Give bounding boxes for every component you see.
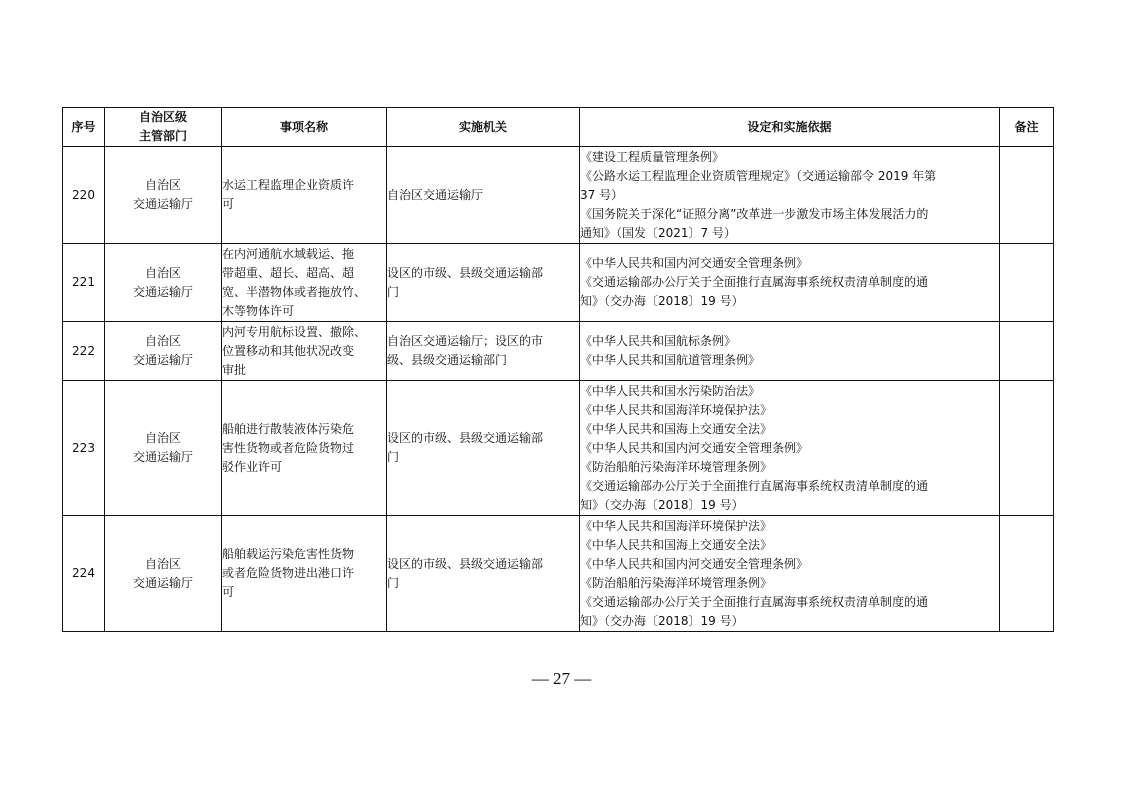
row-item: 水运工程监理企业资质许 可 <box>222 147 387 244</box>
row-dept: 自治区 交通运输厅 <box>105 381 222 516</box>
row-seq: 222 <box>63 322 105 381</box>
row-basis: 《中华人民共和国海洋环境保护法》 《中华人民共和国海上交通安全法》 《中华人民共和国内河交通安全管理条例》 《防治船舶污染海洋环境管理条例》 《交通运输部办公厅关于全面推行直属海事系统权责清单制度的通 知》（交办海〔2018〕19 号） <box>580 516 1000 632</box>
row-basis: 《中华人民共和国内河交通安全管理条例》 《交通运输部办公厅关于全面推行直属海事系统权责清单制度的通 知》（交办海〔2018〕19 号） <box>580 244 1000 322</box>
row-basis: 《中华人民共和国水污染防治法》 《中华人民共和国海洋环境保护法》 《中华人民共和国海上交通安全法》 《中华人民共和国内河交通安全管理条例》 《防治船舶污染海洋环境管理条例》 《交通运输部办公厅关于全面推行直属海事系统权责清单制度的通 知》（交办海〔2018〕19 号） <box>580 381 1000 516</box>
row-dept: 自治区 交通运输厅 <box>105 516 222 632</box>
row-agency: 设区的市级、县级交通运输部 门 <box>387 244 580 322</box>
row-item: 在内河通航水域载运、拖 带超重、超长、超高、超 宽、半潜物体或者拖放竹、 木等物体许可 <box>222 244 387 322</box>
row-note <box>1000 322 1054 381</box>
items-table <box>62 107 1054 632</box>
row-seq: 224 <box>63 516 105 632</box>
row-item: 内河专用航标设置、撤除、 位置移动和其他状况改变 审批 <box>222 322 387 381</box>
table-row <box>63 147 1054 244</box>
row-agency: 自治区交通运输厅 <box>387 147 580 244</box>
header-basis: 设定和实施依据 <box>580 108 1000 147</box>
row-note <box>1000 516 1054 632</box>
header-note: 备注 <box>1000 108 1054 147</box>
row-dept: 自治区 交通运输厅 <box>105 244 222 322</box>
row-basis: 《中华人民共和国航标条例》 《中华人民共和国航道管理条例》 <box>580 322 1000 381</box>
header-agency: 实施机关 <box>387 108 580 147</box>
row-agency: 设区的市级、县级交通运输部 门 <box>387 516 580 632</box>
row-item: 船舶载运污染危害性货物 或者危险货物进出港口许 可 <box>222 516 387 632</box>
row-agency: 自治区交通运输厅；设区的市 级、县级交通运输部门 <box>387 322 580 381</box>
row-note <box>1000 147 1054 244</box>
table-row <box>63 516 1054 632</box>
row-note <box>1000 244 1054 322</box>
header-row <box>63 108 1054 147</box>
row-seq: 221 <box>63 244 105 322</box>
row-agency: 设区的市级、县级交通运输部 门 <box>387 381 580 516</box>
row-basis: 《建设工程质量管理条例》 《公路水运工程监理企业资质管理规定》（交通运输部令 2019 年第 37 号） 《国务院关于深化“证照分离”改革进一步激发市场主体发展活力的 通知》（国发〔2021〕7 号） <box>580 147 1000 244</box>
table-row <box>63 322 1054 381</box>
row-item: 船舶进行散装液体污染危 害性货物或者危险货物过 驳作业许可 <box>222 381 387 516</box>
table-row <box>63 244 1054 322</box>
page-number: — 27 — <box>531 669 592 688</box>
row-seq: 220 <box>63 147 105 244</box>
row-dept: 自治区 交通运输厅 <box>105 322 222 381</box>
header-dept: 自治区级 主管部门 <box>105 108 222 147</box>
row-seq: 223 <box>63 381 105 516</box>
row-note <box>1000 381 1054 516</box>
row-dept: 自治区 交通运输厅 <box>105 147 222 244</box>
header-seq: 序号 <box>63 108 105 147</box>
header-item: 事项名称 <box>222 108 387 147</box>
table-row <box>63 381 1054 516</box>
